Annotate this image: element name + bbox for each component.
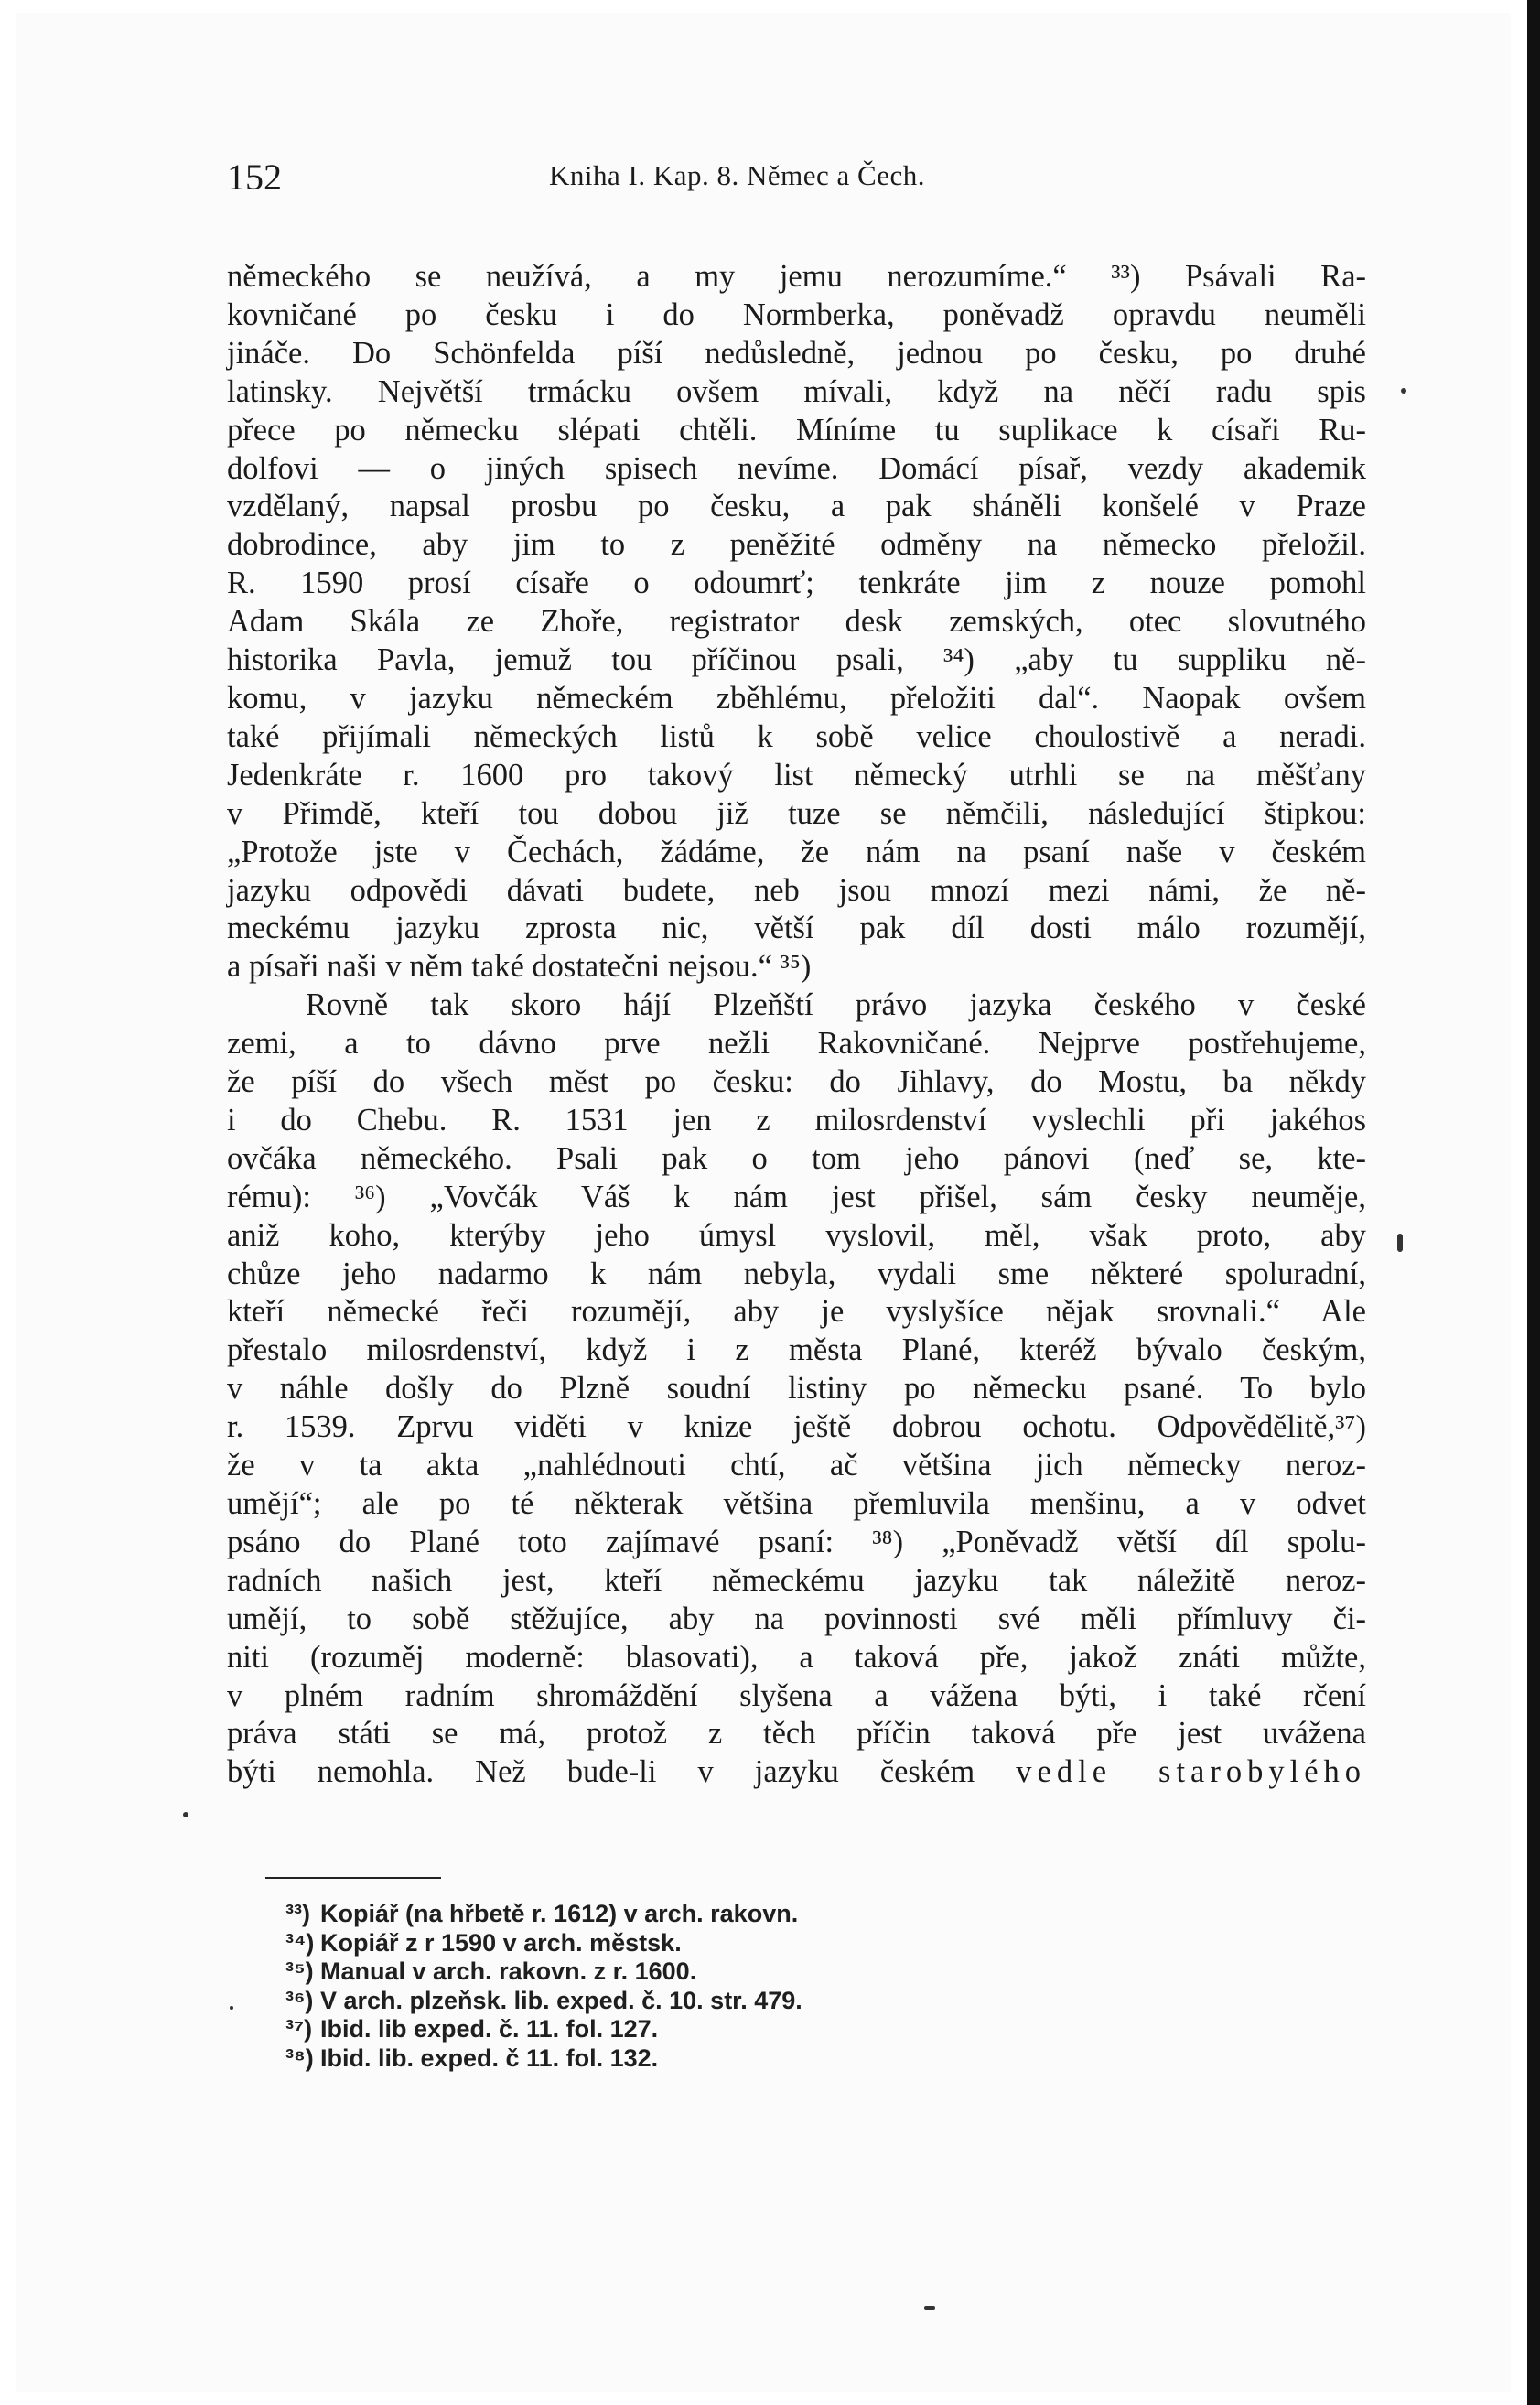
paragraph-start: Rovně tak skoro hájí Plzeňští právo jazyka českého v české	[306, 987, 1366, 1023]
text-line: jináče. Do Schönfelda píší nedůsledně, jednou po česku, po druhé	[227, 335, 1366, 371]
text-line: v náhle došly do Plzně soudní listiny po německu psané. To bylo	[227, 1371, 1366, 1407]
text-line: aniž koho, kterýby jeho úmysl vyslovil, měl, však proto, aby	[227, 1217, 1366, 1253]
spaced-emphasis: vedle starobylého	[1016, 1754, 1367, 1790]
print-speck	[183, 1812, 188, 1817]
footnote-text: V arch. plzeňsk. lib. exped. č. 10. str. 479.	[320, 1986, 802, 2014]
text-line: umějí, to sobě stěžujíce, aby na povinnosti své měli přímluvy či-	[227, 1601, 1366, 1636]
print-speck	[1397, 1234, 1403, 1252]
footnote-number: ³⁵)	[285, 1957, 314, 1986]
scan-border	[1527, 0, 1540, 2405]
footnote-text: Ibid. lib exped. č. 11. fol. 127.	[320, 2015, 659, 2044]
text-line: že píší do všech měst po česku: do Jihlavy, do Mostu, ba někdy	[227, 1064, 1366, 1100]
running-head: Kniha I. Kap. 8. Němec a Čech.	[549, 159, 925, 191]
text-line: radních našich jest, kteří německému jazyku tak náležitě neroz-	[227, 1562, 1366, 1598]
footnote-36	[285, 1987, 1109, 2016]
text-line: Jedenkráte r. 1600 pro takový list německý utrhli se na měšťany	[227, 757, 1366, 793]
text-line: Adam Skála ze Zhoře, registrator desk zemských, otec slovutného	[227, 604, 1366, 640]
text-line: komu, v jazyku německém zběhlému, přeložiti dal“. Naopak ovšem	[227, 680, 1366, 716]
text-line: dolfovi — o jiných spisech nevíme. Domácí písař, vezdy akademik	[227, 450, 1366, 486]
text-line: umějí“; ale po té některak většina přemluvila menšinu, a v odvet	[227, 1486, 1366, 1521]
footnote-divider	[265, 1877, 441, 1879]
text-line: zemi, a to dávno prve nežli Rakovničané. Nejprve postřehujeme,	[227, 1026, 1366, 1062]
footnote-number: ³⁶)	[285, 1986, 314, 2014]
footnote-37	[285, 2015, 1109, 2044]
text-line: v Přimdě, kteří tou dobou již tuze se němčili, následující štipkou:	[227, 795, 1366, 831]
text-line: v plném radním shromáždění slyšena a vážena býti, i také rčení	[227, 1677, 1366, 1713]
text-line: meckému jazyku zprosta nic, větší pak díl dosti málo rozumějí,	[227, 911, 1366, 946]
text-line: rému): ³⁶) „Vovčák Váš k nám jest přišel, sám česky neuměje,	[227, 1179, 1366, 1214]
text-line: dobrodince, aby jim to z peněžité odměny na německo přeložil.	[227, 527, 1366, 563]
print-speck	[924, 2306, 935, 2310]
text-line: i do Chebu. R. 1531 jen z milosrdenství vyslechli při jakéhos	[227, 1102, 1366, 1138]
text-line: přestalo milosrdenství, když i z města Plané, kteréž bývalo českým,	[227, 1332, 1366, 1368]
text-line: psáno do Plané toto zajímavé psaní: ³⁸) „Poněvadž větší díl spolu-	[227, 1524, 1366, 1559]
text-line: že v ta akta „nahlédnouti chtí, ač většina jich německy neroz-	[227, 1448, 1366, 1483]
footnote-text: Kopiář (na hřbetě r. 1612) v arch. rakovn.	[320, 1900, 799, 1927]
text-line: vzdělaný, napsal prosbu po česku, a pak sháněli konšelé v Praze	[227, 489, 1366, 524]
footnote-number: ³³)	[285, 1900, 310, 1927]
text-line: r. 1539. Zprvu viděti v knize ještě dobrou ochotu. Odpovědělitě,³⁷)	[227, 1409, 1366, 1445]
print-speck	[1401, 388, 1406, 394]
print-speck	[230, 2006, 233, 2010]
text-line: práva státi se má, protož z těch příčin taková pře jest uvážena	[227, 1716, 1366, 1752]
footnote-38	[285, 2044, 1109, 2074]
text-line: R. 1590 prosí císaře o odoumrť; tenkráte jim z nouze pomohl	[227, 566, 1366, 601]
text-line: niti (rozuměj moderně: blasovati), a taková pře, jakož znáti můžte,	[227, 1639, 1366, 1675]
final-line-start: býti nemohla. Než bude-li v jazyku českém	[227, 1754, 975, 1790]
footnote-34	[285, 1929, 1109, 1958]
footnote-text: Ibid. lib. exped. č 11. fol. 132.	[320, 2044, 659, 2072]
text-line: „Protože jste v Čechách, žádáme, že nám na psaní naše v českém	[227, 834, 1366, 869]
text-line: také přijímali německých listů k sobě velice choulostivě a neradi.	[227, 718, 1366, 754]
footnote-number: ³⁴)	[285, 1928, 315, 1957]
footnote-text: Manual v arch. rakovn. z r. 1600.	[320, 1957, 697, 1986]
footnotes	[285, 1900, 1109, 2074]
text-line: kteří německé řeči rozumějí, aby je vyslyšíce nějak srovnali.“ Ale	[227, 1294, 1366, 1330]
text-line-final	[227, 1753, 1366, 1792]
text-line: kovničané po česku i do Normberka, poněvadž opravdu neuměli	[227, 297, 1366, 332]
footnote-33	[285, 1900, 1109, 1929]
footnote-35	[285, 1957, 1109, 1987]
text-line: latinsky. Největší trmácku ovšem mívali, když na něčí radu spis	[227, 373, 1366, 409]
text-line: a písaři naši v něm také dostatečni nejsou.“ ³⁵)	[227, 949, 812, 985]
text-line: ovčáka německého. Psali pak o tom jeho pánovi (neď se, kte-	[227, 1140, 1366, 1176]
page-number: 152	[227, 156, 282, 198]
footnote-number: ³⁷)	[285, 2015, 313, 2044]
body-text	[227, 258, 1366, 1792]
text-line: historika Pavla, jemuž tou příčinou psali, ³⁴) „aby tu suppliku ně-	[227, 642, 1366, 678]
text-line: německého se neužívá, a my jemu nerozumíme.“ ³³) Psávali Ra-	[227, 259, 1366, 294]
text-line: jazyku odpovědi dávati budete, neb jsou mnozí mezi námi, že ně-	[227, 872, 1366, 908]
footnote-text: Kopiář z r 1590 v arch. městsk.	[320, 1928, 682, 1957]
page-header	[227, 156, 1366, 201]
text-line: přece po německu slépati chtěli. Míníme tu suplikace k císaři Ru-	[227, 412, 1366, 448]
footnote-number: ³⁸)	[285, 2044, 314, 2072]
text-line: chůze jeho nadarmo k nám nebyla, vydali sme některé spoluradní,	[227, 1256, 1366, 1291]
